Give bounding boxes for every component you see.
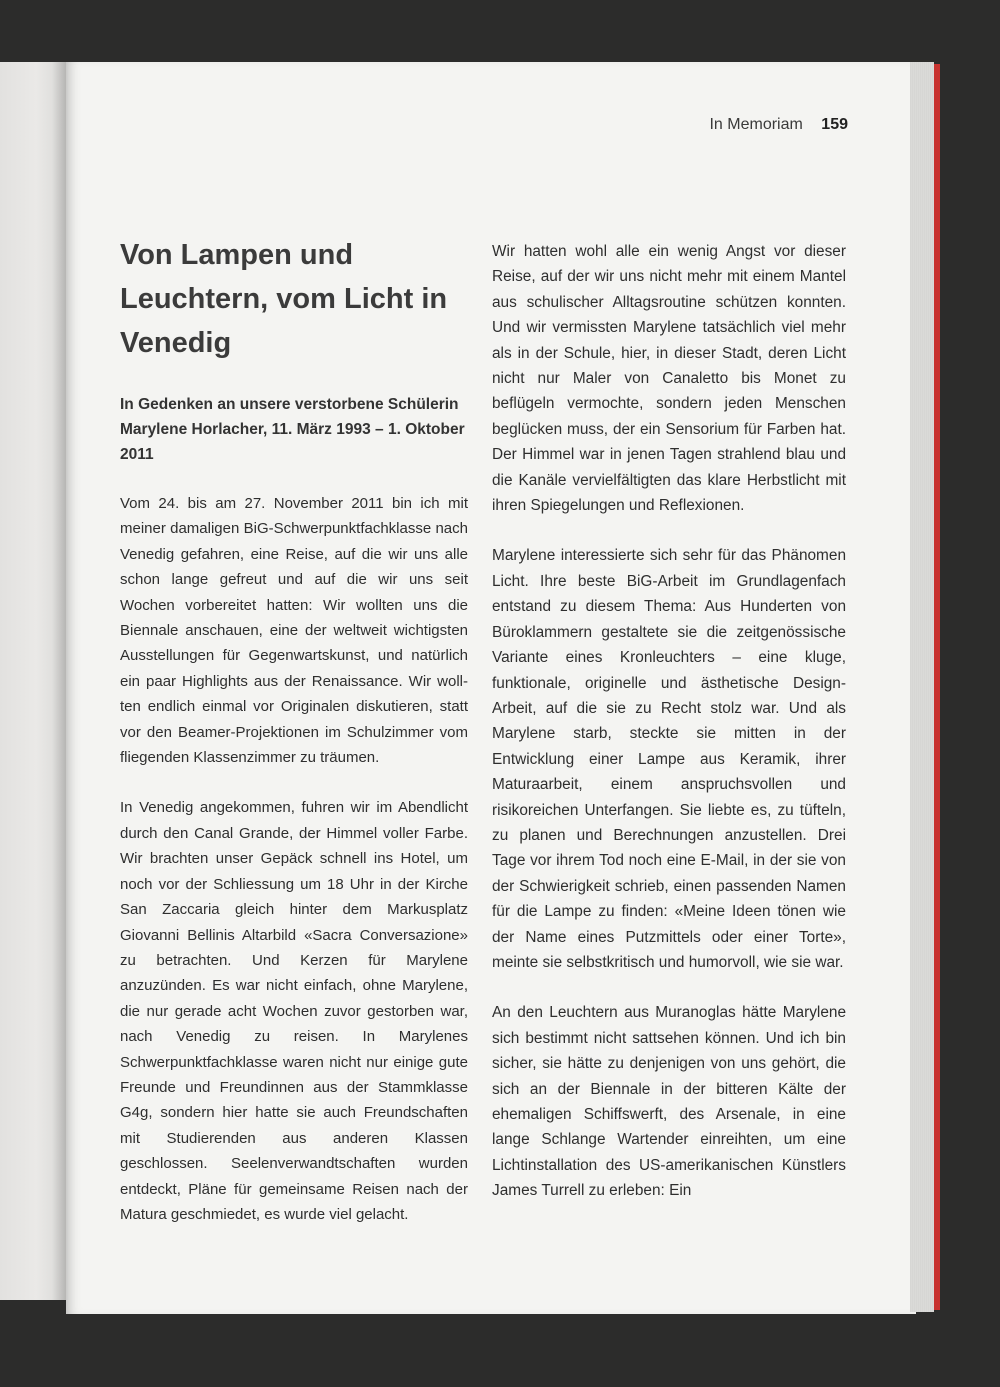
text-column-left: [120, 491, 468, 1252]
paragraph: Marylene interessierte sich sehr für das Phänomen Licht. Ihre beste BiG-Arbeit im Grundlagenfach entstand zu diesem Thema: Aus Hunderten von Büroklammern gestaltete sie die zeitgenössische Variante eines Kronleuchters – eine kluge, funktionale, originelle und ästhetische Design-Arbeit, auf die sie zu Recht stolz war. Und als Marylene starb, steckte sie mitten in der Entwicklung einer Lampe aus Keramik, ihrer Maturaarbeit, einem anspruchsvollen und risikoreichen Unterfangen. Sie liebte es, zu tüfteln, zu planen und Berechnungen anzustellen. Drei Tage vor ihrem Tod noch eine E-Mail, in der sie von der Schwierigkeit schrieb, einen passenden Namen für die Lampe zu finden: «Meine Ideen tönen wie der Name eines Putzmittels oder einer Torte», meinte sie selbstkritisch und humorvoll, wie sie war.: [492, 547, 846, 971]
running-header: [709, 116, 848, 134]
paragraph: In Venedig angekommen, fuhren wir im Abendlicht durch den Canal Grande, der Himmel voller Farbe. Wir brachten unser Gepäck schnell ins Hotel, um noch vor der Schliessung um 18 Uhr in der Kirche San Zaccaria gleich hinter dem Markusplatz Giovanni Bellinis Altarbild «Sacra Conversazione» zu betrachten. Und Kerzen für Marylene anzuzünden. Es war nicht einfach, ohne Marylene, die nur gerade acht Wochen zuvor gestorben war, nach Venedig zu reisen. In Marylenes Schwerpunktfachklasse waren nicht nur einige gute Freunde und Freundinnen aus der Stammklasse G4g, sondern hier hatte sie auch Freundschaften mit Studierenden aus anderen Klassen geschlossen. Seelenverwandtschaften wurden entdeckt, Pläne für gemeinsame Reisen nach der Matura geschmiedet, es wurde viel gelacht.: [120, 799, 468, 1223]
article-subtitle: In Gedenken an unsere verstorbene Schülerin Marylene Horlacher, 11. März 1993 – 1. Oktober 2011: [120, 396, 465, 463]
article-title: Von Lampen und Leuchtern, vom Licht in Venedig: [120, 239, 448, 359]
page-stack-edge: [910, 62, 934, 1312]
text-column-right: [492, 239, 846, 1229]
paragraph: Vom 24. bis am 27. November 2011 bin ich mit meiner damaligen BiG-Schwerpunktfachklasse nach Venedig gefahren, eine Reise, auf die wir uns alle schon lange gefreut und auf die wir uns seit Wochen vorbereitet hatten: Wir wollten uns die Biennale anschauen, eine der weltweit wichtigsten Ausstellungen für Gegenwartskunst, und natürlich ein paar Highlights aus der Renaissance. Wir wollten endlich einmal vor Originalen diskutieren, statt vor den Beamer-Projektionen im Schulzimmer vom fliegenden Klassenzimmer zu träumen.: [120, 495, 468, 767]
paragraph: An den Leuchtern aus Muranoglas hätte Marylene sich bestimmt nicht sattsehen können. Und ich bin sicher, sie hätte zu denjenigen von uns gehört, die sich an der Biennale in der bitteren Kälte der ehemaligen Schiffswerft, des Arsenale, in eine lange Schlange Wartender einreihten, um eine Lichtinstallation des US-amerikanischen Künstlers James Turrell zu erleben: Ein: [492, 1004, 846, 1200]
red-cover-edge: [934, 64, 940, 1310]
section-title: In Memoriam: [709, 116, 803, 133]
page-number: 159: [821, 116, 848, 133]
paragraph: Wir hatten wohl alle ein wenig Angst vor dieser Reise, auf der wir uns nicht mehr mit einem Mantel aus schulischer Alltagsroutine schützen konnten. Und wir vermissten Marylene tatsächlich viel mehr als in der Schule, hier, in dieser Stadt, deren Licht nicht nur Maler von Canaletto bis Monet zu beflügeln vermochte, sondern jeden Menschen beglücken muss, der ein Sensorium für Farben hat. Der Himmel war in jenen Tagen strahlend blau und die Kanäle vervielfältigten das klare Herbstlicht mit ihren Spiegelungen und Reflexionen.: [492, 243, 846, 515]
